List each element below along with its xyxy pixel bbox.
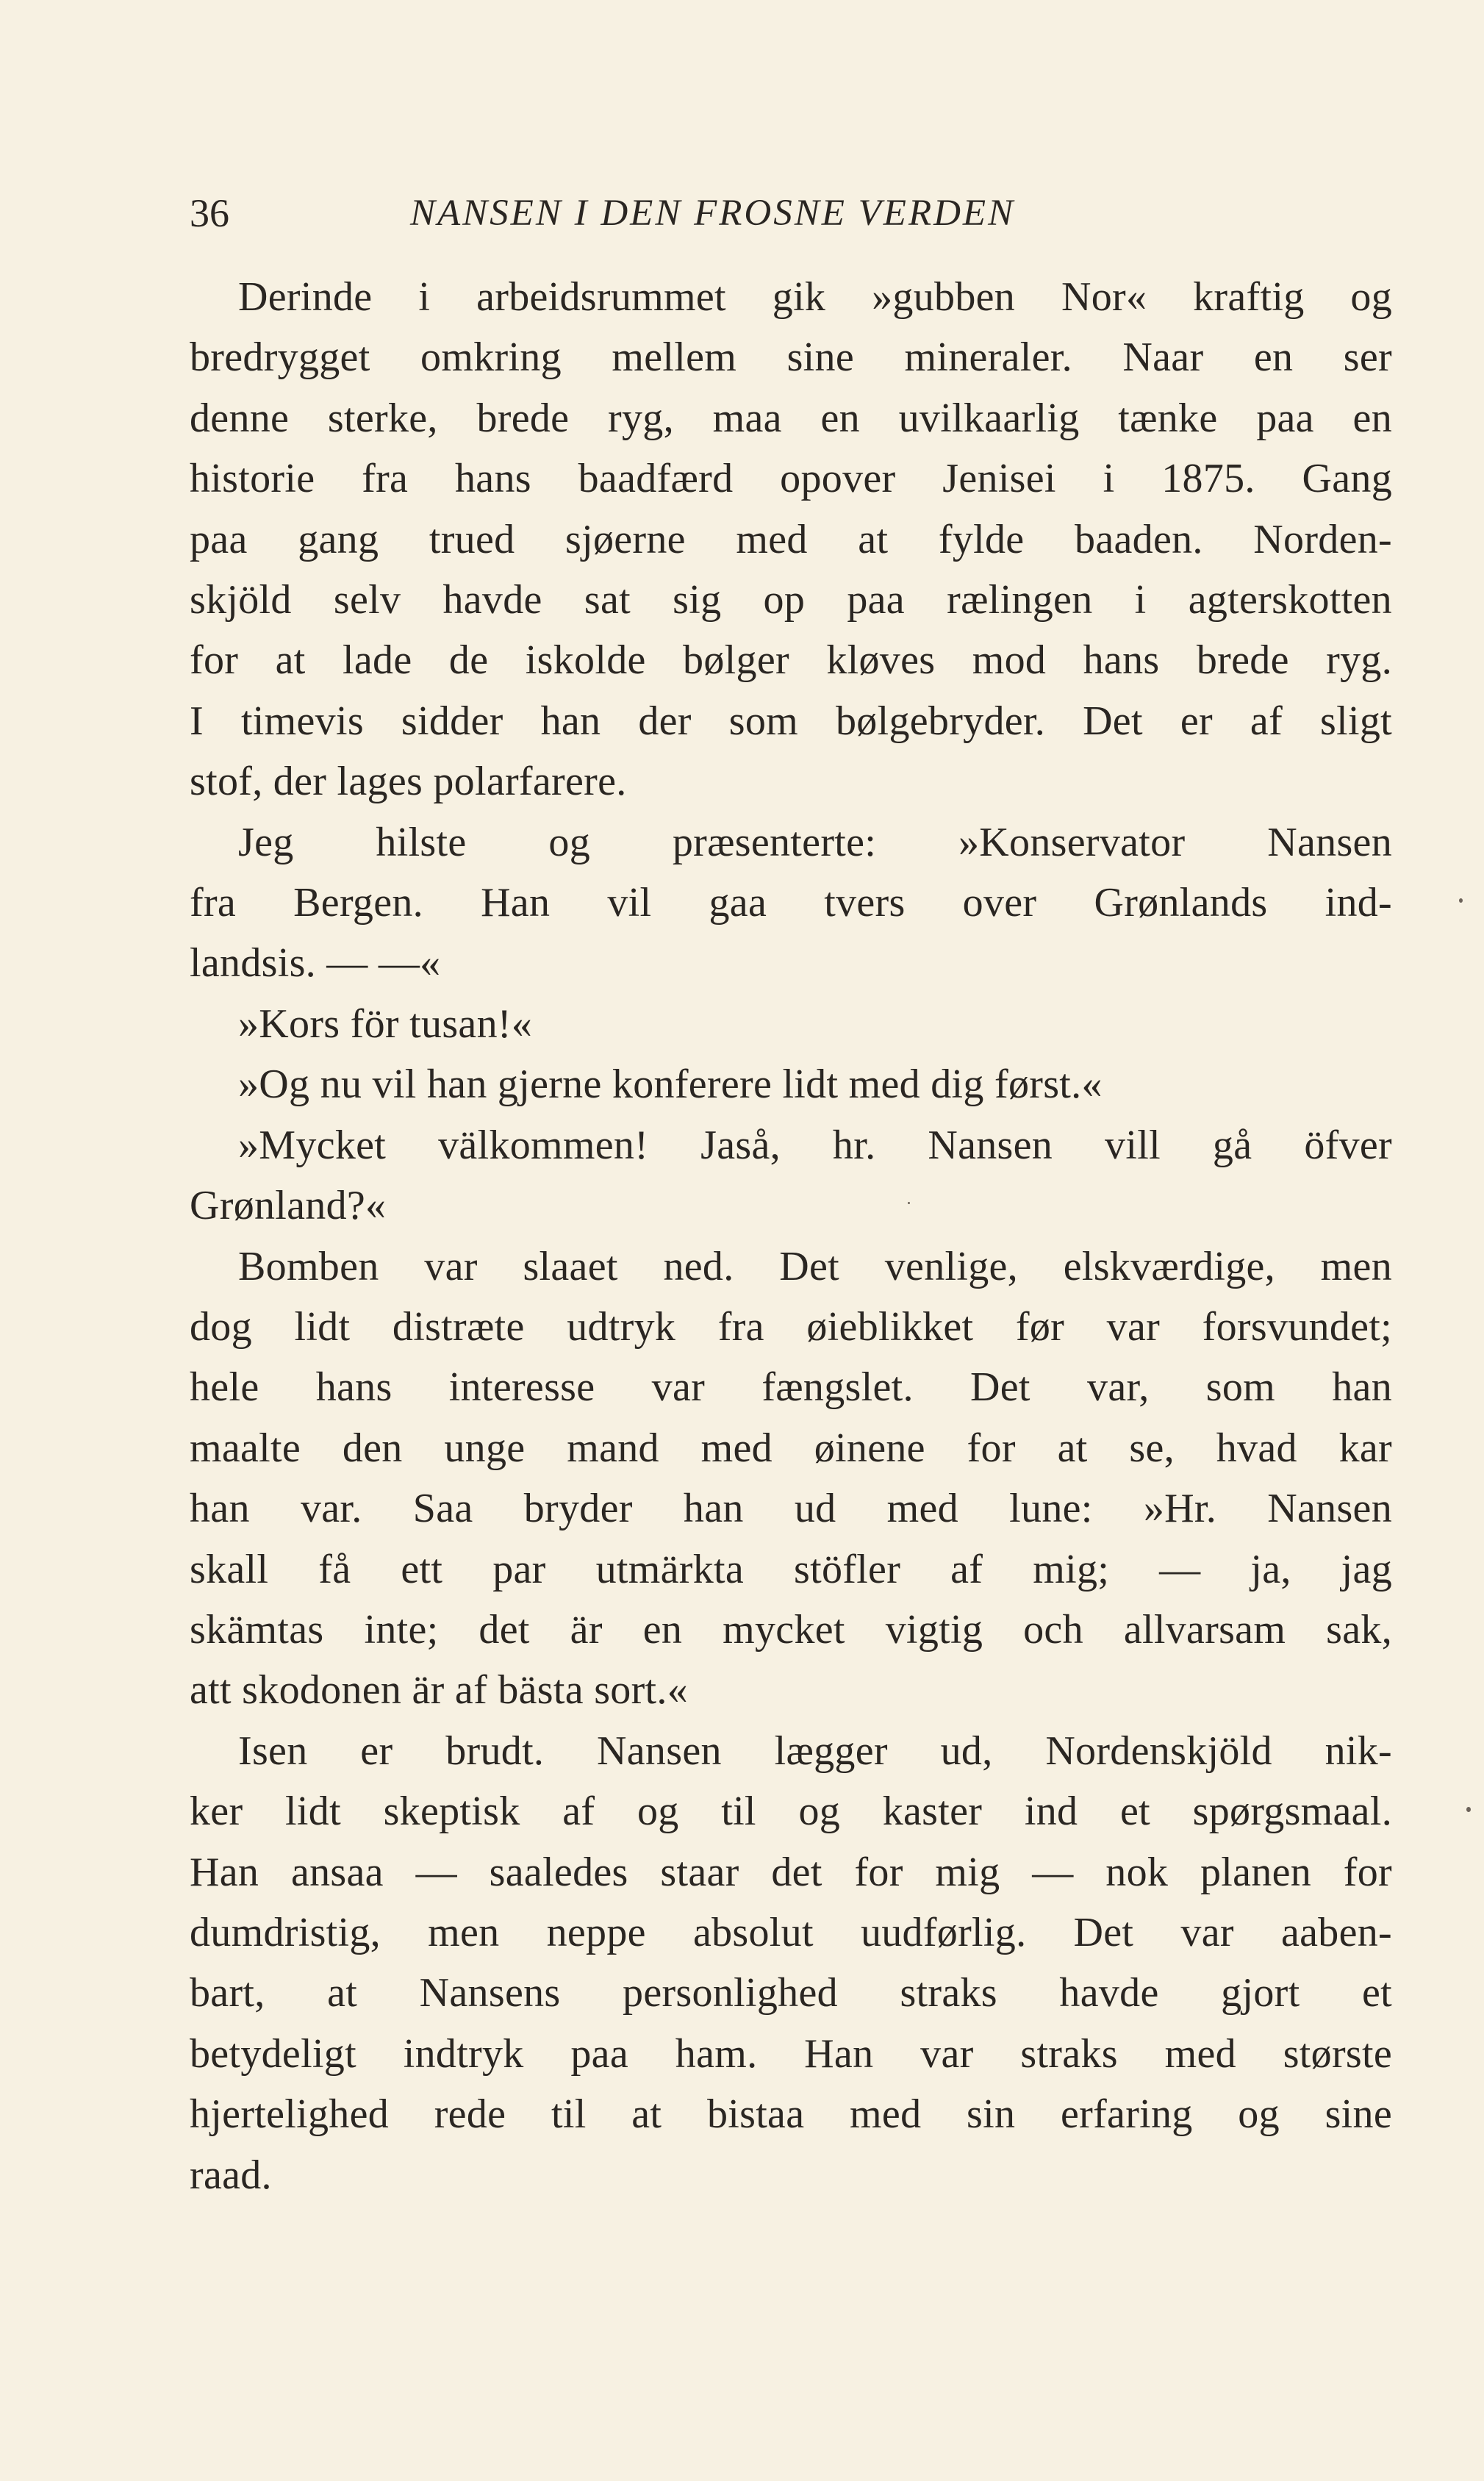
text-line: I timevis sidder han der som bølgebryder. Det er af sligt [190,698,1392,744]
text-line: betydeligt indtryk paa ham. Han var straks med største [190,2030,1392,2077]
paragraph [190,1236,1392,1721]
text-line: skall få ett par utmärkta stöfler af mig; — ja, jag [190,1546,1392,1592]
text-line: Jeg hilste og præsenterte: »Konservator Nansen [238,819,1392,865]
paragraph [190,1054,1392,1114]
text-line: Bomben var slaaet ned. Det venlige, elskværdige, men [238,1243,1392,1289]
text-line: dumdristig, men neppe absolut uudførlig. Det var aaben- [190,1909,1392,1955]
text-line: Isen er brudt. Nansen lægger ud, Nordenskjöld nik- [238,1728,1392,1774]
text-line: ker lidt skeptisk af og til og kaster ind et spørgsmaal. [190,1789,1392,1835]
text-line: han var. Saa bryder han ud med lune: »Hr. Nansen [190,1486,1392,1532]
text-line: paa gang trued sjøerne med at fylde baaden. Norden- [190,516,1392,562]
paragraph [190,267,1392,812]
speck [1466,1807,1471,1812]
running-title: NANSEN I DEN FROSNE VERDEN [410,193,1016,234]
paragraph [190,994,1392,1054]
body-text [190,267,1392,2205]
page-number: 36 [190,191,229,235]
text-line: »Kors för tusan!« [238,1000,533,1047]
running-head [190,184,1175,243]
text-line: hjertelighed rede til at bistaa med sin erfaring og sine [190,2091,1392,2138]
text-line: bart, at Nansens personlighed straks havde gjort et [190,1970,1392,2016]
speck [1459,898,1463,903]
text-line: raad. [190,2152,272,2198]
paragraph [190,1115,1392,1236]
text-line: skjöld selv havde sat sig op paa rælingen i agterskotten [190,577,1392,623]
speck [908,1202,910,1204]
paragraph [190,1721,1392,2205]
text-line: skämtas inte; det är en mycket vigtig och allvarsam sak, [190,1606,1392,1653]
paragraph [190,812,1392,994]
text-line: bredrygget omkring mellem sine mineraler. Naar en ser [190,334,1392,381]
text-line: stof, der lages polarfarere. [190,759,627,805]
text-line: historie fra hans baadfærd opover Jenisei i 1875. Gang [190,456,1392,502]
text-line: hele hans interesse var fængslet. Det var, som han [190,1364,1392,1411]
text-line: landsis. — —« [190,940,441,987]
text-line: fra Bergen. Han vil gaa tvers over Grønlands ind- [190,880,1392,926]
text-line: att skodonen är af bästa sort.« [190,1667,688,1714]
text-line: Han ansaa — saaledes staar det for mig — nok planen for [190,1849,1392,1895]
text-line: Grønland?« [190,1183,387,1229]
text-line: »Mycket välkommen! Jaså, hr. Nansen vill gå öfver [238,1122,1392,1168]
text-line: dog lidt distræte udtryk fra øieblikket før var forsvundet; [190,1303,1392,1350]
text-line: for at lade de iskolde bølger kløves mod hans brede ryg. [190,637,1392,684]
text-line: »Og nu vil han gjerne konferere lidt med dig først.« [238,1062,1103,1108]
text-line: denne sterke, brede ryg, maa en uvilkaarlig tænke paa en [190,395,1392,441]
text-line: Derinde i arbeidsrummet gik »gubben Nor« kraftig og [238,274,1392,320]
text-line: maalte den unge mand med øinene for at se, hvad kar [190,1425,1392,1471]
